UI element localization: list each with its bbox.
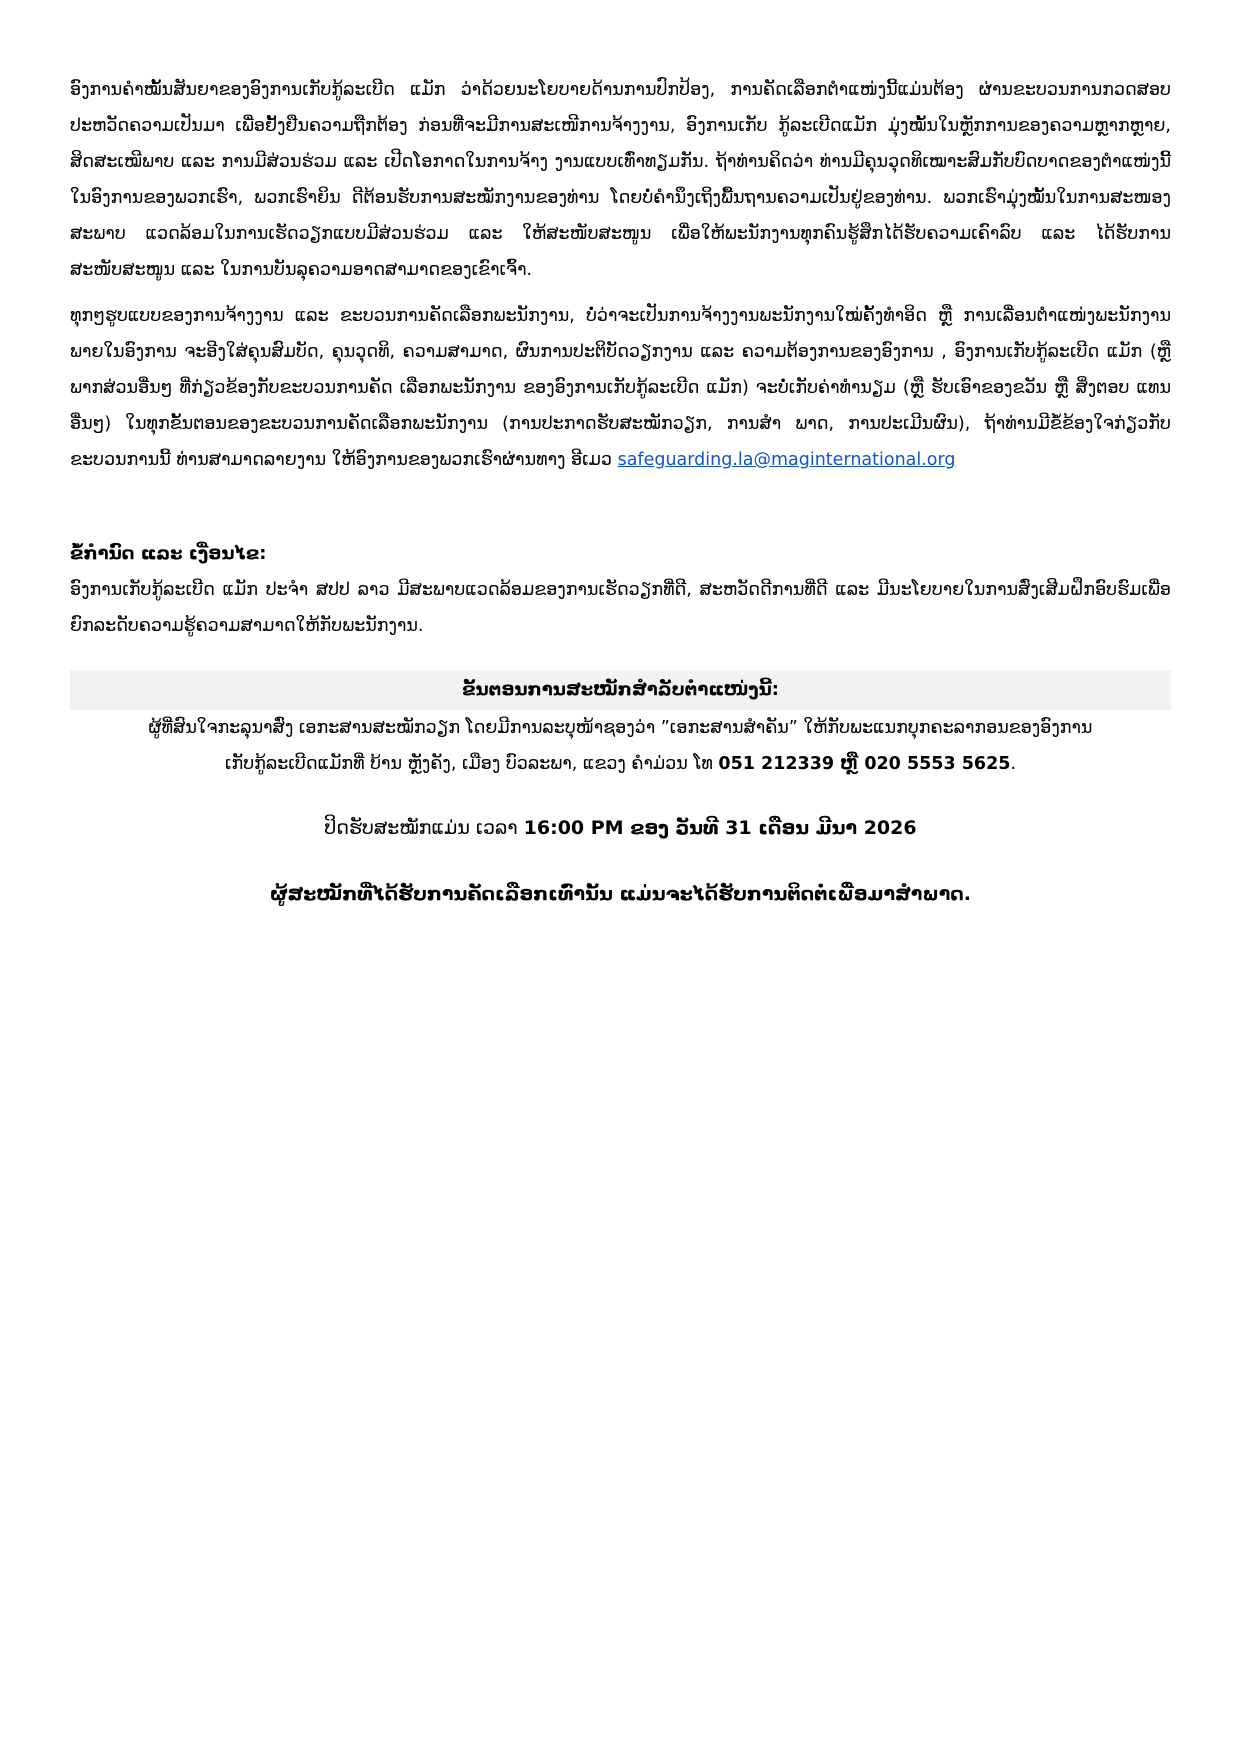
closing-time: 16:00 PM (523, 817, 624, 839)
recruitment-policy-text: ທຸກໆຮູບແບບຂອງການຈ້າງງານ ແລະ ຂະບວນການຄັດເລືອກພະນັກງານ, ບໍ່ວ່າຈະເປັນການຈ້າງງານພະນັກງານໃໝ່ຄັ້ງທຳອິດ ຫຼື ການເລື່ອນຕຳແໜ່ງພະນັກງານພາຍໃນອົງການ ຈະອີງໃສ່ຄຸນສົມບັດ, ຄຸນວຸດທິ, ຄວາມສາມາດ, ຜົນການປະຕິບັດວຽກງານ ແລະ ຄວາມຕ້ອງການຂອງອົງການ , ອົງການເກັບກູ້ລະເບີດ ແມັກ (ຫຼື ພາກສ່ວນອື່ນໆ ທີ່ກ່ຽວຂ້ອງກັບຂະບວນການຄັດ ເລືອກພະນັກງານ ຂອງອົງການເກັບກູ້ລະເບີດ ແມັກ) ຈະບໍ່ເກັບຄ່າທຳນຽມ (ຫຼື ຮັບເອົາຂອງຂວັນ ຫຼື ສິ່ງຕອບ ແທນອື່ນໆ) ໃນທຸກຂັ້ນຕອນຂອງຂະບວນການຄັດເລືອກພະນັກງານ (ການປະກາດຮັບສະໝັກວຽກ, ການສຳ ພາດ, ການປະເມີນຜົນ), ຖ້າທ່ານມີຂໍ້ຂ້ອງໃຈກ່ຽວກັບຂະບວນການນີ້ ທ່ານສາມາດລາຍງານ ໃຫ້ອົງການຂອງພວກເຮົາຜ່ານທາງ ອີເມວ (70, 306, 1171, 470)
safeguarding-email-link[interactable]: safeguarding.la@maginternational.org (617, 450, 956, 470)
recruitment-policy-paragraph (70, 298, 1171, 478)
line-end: . (1010, 754, 1017, 774)
closing-date-value: ວັນທີ 31 ເດືອນ ມີນາ 2026 (675, 817, 917, 839)
application-line-2 (70, 746, 1171, 782)
closing-prefix: ປິດຮັບສະໝັກແມ່ນ ເວລາ (324, 817, 524, 839)
safeguarding-paragraph: ອົງການຄຳໝັ້ນສັນຍາຂອງອົງການເກັບກູ້ລະເບີດ ແມັກ ວ່າດ້ວຍນະໂຍບາຍດ້ານການປົກປ້ອງ, ການຄັດເລືອກຕຳແໜ່ງນີ້ແມ່ນຕ້ອງ ຜ່ານຂະບວນການກວດສອບປະຫວັດຄວາມເປັນມາ ເພື່ອຢັ້ງຢືນຄວາມຖືກຕ້ອງ ກ່ອນທີ່ຈະມີການສະເໜີການຈ້າງງານ, ອົງການເກັບ ກູ້ລະເບີດແມັກ ມຸ່ງໝັ້ນໃນຫຼັກການຂອງຄວາມຫຼາກຫຼາຍ, ສິດສະເໝີພາບ ແລະ ການມີສ່ວນຮ່ວມ ແລະ ເປີດໂອກາດໃນການຈ້າງ ງານແບບເທົ່າທຽມກັນ. ຖ້າທ່ານຄິດວ່າ ທ່ານມີຄຸນວຸດທິເໝາະສົມກັບບົດບາດຂອງຕຳແໜ່ງນີ້ ໃນອົງການຂອງພວກເຮົາ, ພວກເຮົາຍິນ ດີຕ້ອນຮັບການສະໝັກງານຂອງທ່ານ ໂດຍບໍ່ຄຳນຶງເຖິງພື້ນຖານຄວາມເປັນຢູ່ຂອງທ່ານ. ພວກເຮົາມຸ່ງໝັ້ນໃນການສະໜອງສະພາບ ແວດລ້ອມໃນການເຮັດວຽກແບບມີສ່ວນຮ່ວມ ແລະ ໃຫ້ສະໜັບສະໜູນ ເພື່ອໃຫ້ພະນັກງານທຸກຄົນຮູ້ສຶກໄດ້ຮັບຄວາມເຄົາລົບ ແລະ ໄດ້ຮັບການສະໜັບສະໜູນ ແລະ ໃນການບັນລຸຄວາມອາດສາມາດຂອງເຂົາເຈົ້າ. (70, 80, 1171, 280)
shortlist-notice: ຜູ້ສະໝັກທີ່ໄດ້ຮັບການຄັດເລືອກເທົ່ານັ້ນ ແມ່ນຈະໄດ້ຮັບການຕິດຕໍ່ເພື່ອມາສຳພາດ. (269, 883, 971, 905)
application-address: ເກັບກູ້ລະເບີດແມັກທີ່ ບ້ານ ຫຼັງຄັງ, ເມືອງ ບົວລະພາ, ແຂວງ ຄຳມ່ວນ ໂທ (224, 754, 719, 774)
phone-number-2: 020 5553 5625 (864, 754, 1011, 774)
closing-middle: ຂອງ (623, 817, 676, 839)
phone-number-1: 051 212339 (718, 754, 835, 774)
application-line-1: ຜູ້ທີ່ສົນໃຈກະລຸນາສົ່ງ ເອກະສານສະໝັກວຽກ ໂດຍມີການລະບຸໜ້າຊອງວ່າ ”ເອກະສານສຳຄັນ” ໃຫ້ກັບພະແນກບຸກຄະລາກອນຂອງອົງການ (148, 718, 1093, 738)
application-heading: ຂັ້ນຕອນການສະໝັກສຳລັບຕຳແໜ່ງນີ້: (70, 670, 1171, 710)
closing-date (70, 810, 1171, 846)
phone-separator: ຫຼື (834, 754, 865, 774)
terms-body: ອົງການເກັບກູ້ລະເບີດ ແມັກ ປະຈຳ ສປປ ລາວ ມີສະພາບແວດລ້ອມຂອງການເຮັດວຽກທີ່ດີ, ສະຫວັດດີການທີ່ດີ ແລະ ມີນະໂຍບາຍໃນການສົ່ງເສີມຝຶກອົບຮົມເພື່ອຍົກລະດັບຄວາມຮູ້ຄວາມສາມາດໃຫ້ກັບພະນັກງານ. (70, 580, 1171, 636)
terms-heading: ຂໍ້ກຳນົດ ແລະ ເງື່ອນໄຂ: (70, 543, 267, 564)
spacer (70, 488, 1171, 536)
